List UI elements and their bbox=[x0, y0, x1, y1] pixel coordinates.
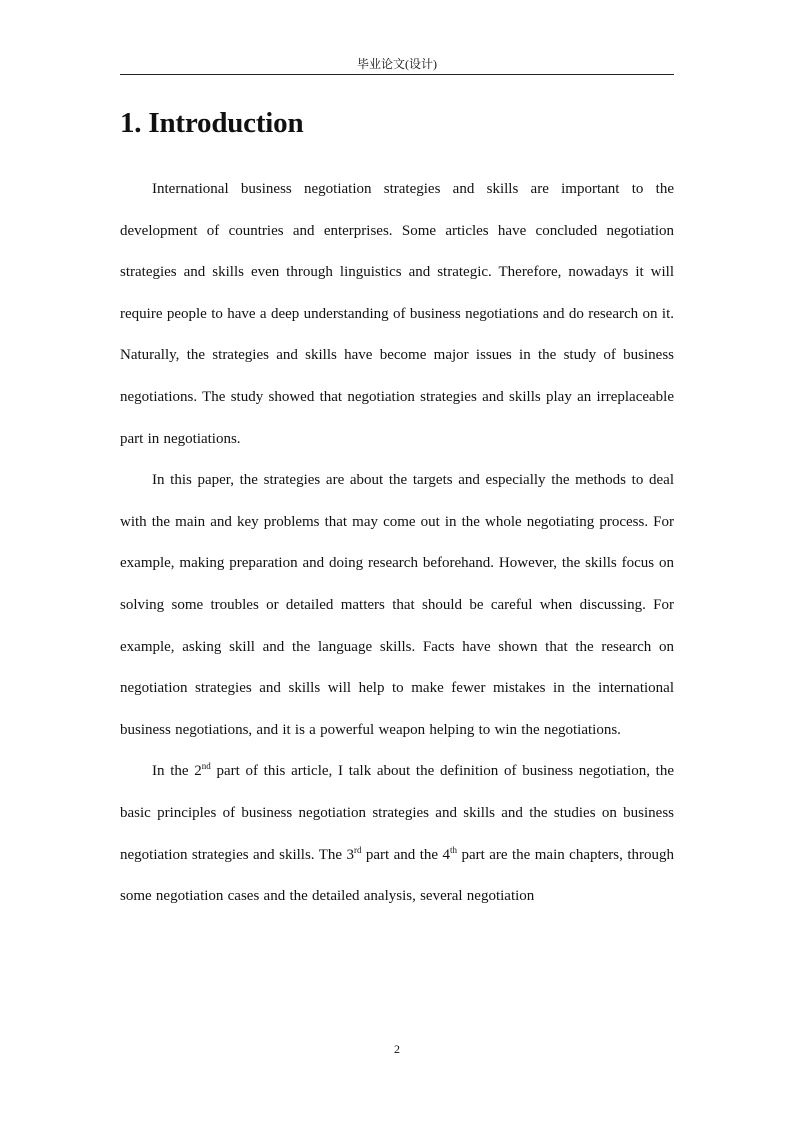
section-title: 1. Introduction bbox=[120, 107, 304, 139]
body-text bbox=[120, 169, 674, 918]
ordinal-suffix-nd: nd bbox=[201, 761, 211, 772]
header-title: 毕业论文(设计) bbox=[357, 57, 437, 71]
paragraph-2: In this paper, the strategies are about the targets and especially the methods to deal with the main and key problems that may come out in the whole negotiating process. For example, making preparation and doing research beforehand. However, the skills focus on solving some troubles or detailed matters that should be careful when discussing. For example, asking skill and the language skills. Facts have shown that the research on negotiation strategies and skills will help to make fewer mistakes in the international business negotiations, and it is a powerful weapon helping to win the negotiations. bbox=[120, 472, 674, 738]
paragraph-1: International business negotiation strategies and skills are important to the development of countries and enterprises. Some articles have concluded negotiation strategies and skills even through linguistics and strategic. Therefore, nowadays it will require people to have a deep understanding of business negotiations and do research on it. Naturally, the strategies and skills have become major issues in the study of business negotiations. The study showed that negotiation strategies and skills play an irreplaceable part in negotiations. bbox=[120, 181, 674, 447]
ordinal-suffix-rd: rd bbox=[353, 844, 362, 855]
paragraph-3 bbox=[120, 751, 674, 917]
paragraph-3-text-4: part are the main chapters, through some negotiation cases and the detailed analysis, several negotiation bbox=[120, 846, 674, 905]
page-number: 2 bbox=[394, 1042, 400, 1056]
paragraph-3-text-1: In the 2 bbox=[152, 763, 202, 780]
paragraph-3-text-2: part of this article, I talk about the definition of business negotiation, the basic principles of business negotiation strategies and skills and the studies on business negotiation strategies and skills. The 3 bbox=[120, 763, 675, 863]
page-header bbox=[120, 56, 674, 75]
ordinal-suffix-th: th bbox=[450, 844, 458, 855]
paragraph-3-text-3: part and the 4 bbox=[361, 846, 451, 863]
